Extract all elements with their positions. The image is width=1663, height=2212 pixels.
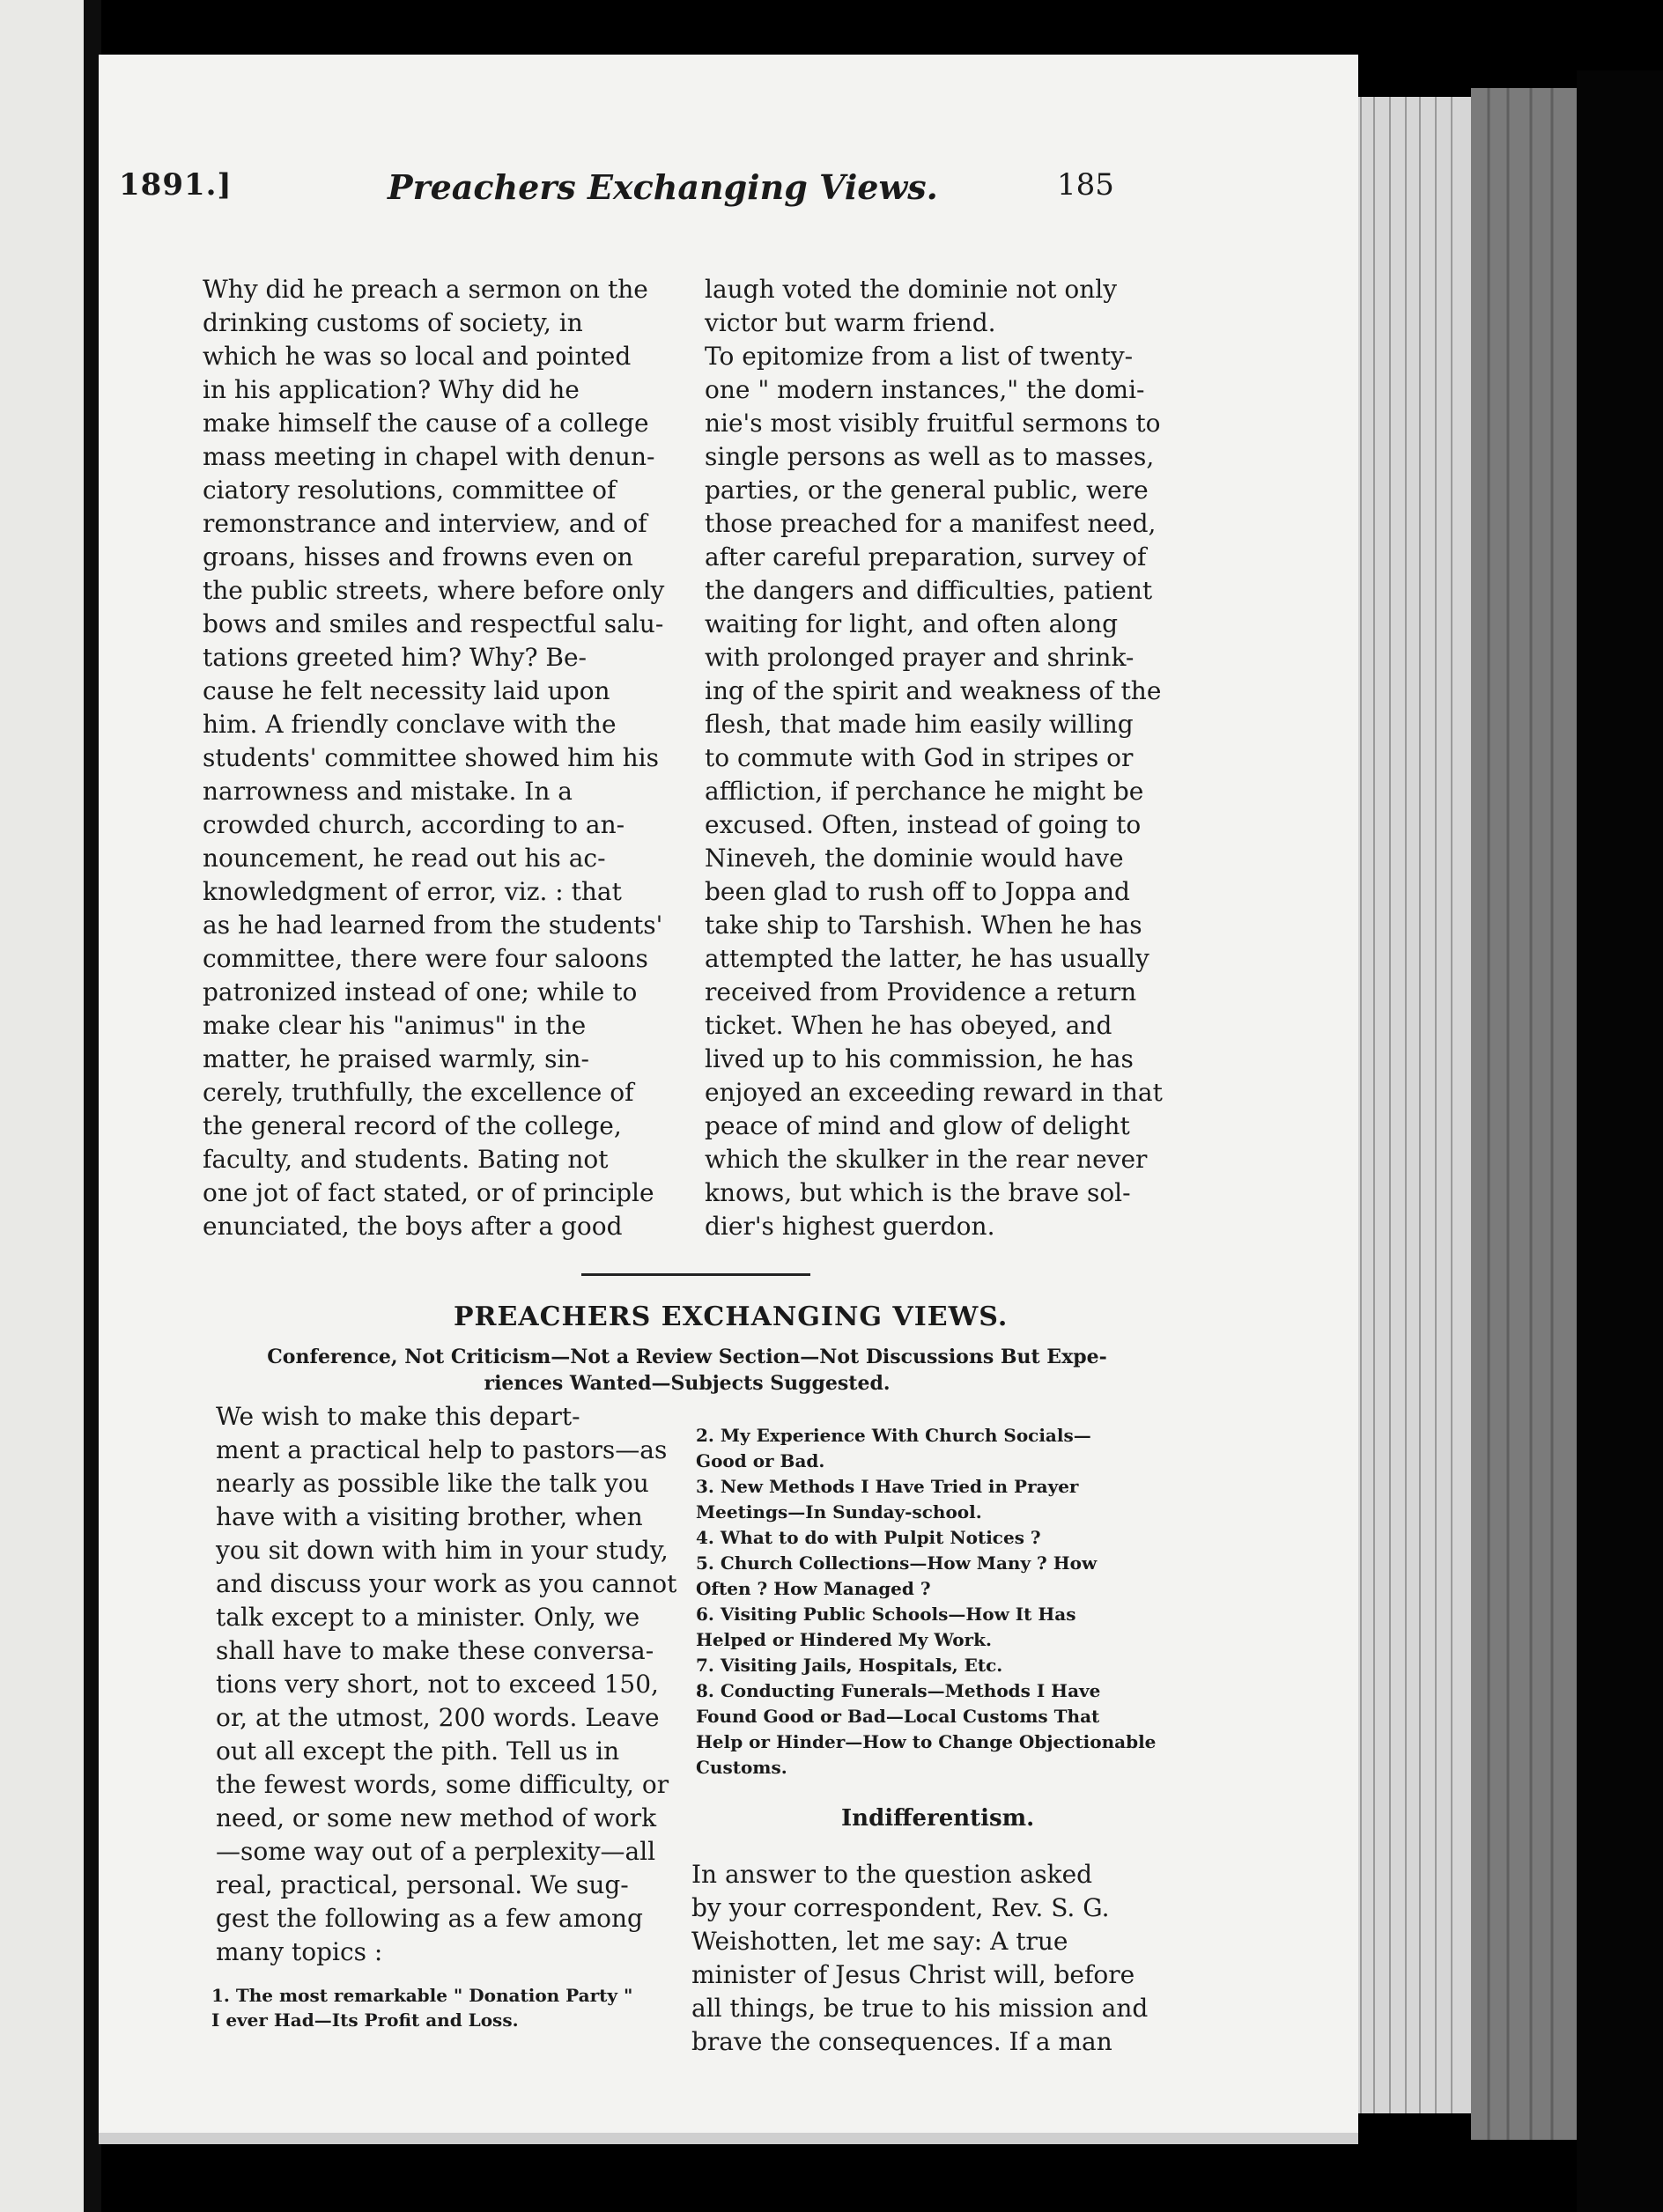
text-line: which he was so local and pointed bbox=[203, 342, 632, 371]
text-line: the public streets, where before only bbox=[203, 576, 665, 605]
text-line: one jot of fact stated, or of principle bbox=[203, 1178, 654, 1207]
text-line: remonstrance and interview, and of bbox=[203, 509, 647, 538]
text-line: dier's highest guerdon. bbox=[705, 1212, 995, 1241]
text-line: shall have to make these conversa- bbox=[216, 1636, 654, 1665]
page-number: 185 bbox=[1057, 167, 1114, 203]
text-line: peace of mind and glow of delight bbox=[705, 1111, 1130, 1140]
topic-line: Good or Bad. bbox=[696, 1450, 825, 1471]
topic-line: 3. New Methods I Have Tried in Prayer bbox=[696, 1476, 1079, 1497]
text-line: with prolonged prayer and shrink- bbox=[705, 643, 1135, 672]
text-line: have with a visiting brother, when bbox=[216, 1502, 643, 1531]
text-line: many topics : bbox=[216, 1937, 383, 1966]
text-line: the dangers and difficulties, patient bbox=[705, 576, 1153, 605]
text-line: to commute with God in stripes or bbox=[705, 743, 1134, 772]
topic-list-left bbox=[211, 1983, 687, 2032]
text-line: Nineveh, the dominie would have bbox=[705, 844, 1124, 873]
section-divider bbox=[581, 1273, 810, 1276]
text-line: been glad to rush off to Joppa and bbox=[705, 877, 1130, 906]
text-line: enjoyed an exceeding reward in that bbox=[705, 1078, 1163, 1107]
text-line: and discuss your work as you cannot bbox=[216, 1569, 677, 1598]
text-line: knowledgment of error, viz. : that bbox=[203, 877, 622, 906]
section-subtitle-line-1: Conference, Not Criticism—Not a Review Section—Not Discussions But Expe- bbox=[267, 1346, 1107, 1368]
text-line: students' committee showed him his bbox=[203, 743, 659, 772]
text-line: laugh voted the dominie not only bbox=[705, 275, 1118, 304]
text-line: nouncement, he read out his ac- bbox=[203, 844, 606, 873]
topic-line: Found Good or Bad—Local Customs That bbox=[696, 1706, 1100, 1727]
text-line: tations greeted him? Why? Be- bbox=[203, 643, 588, 672]
topic-list-right bbox=[696, 1423, 1189, 1781]
text-line: need, or some new method of work bbox=[216, 1803, 657, 1832]
text-line: To epitomize from a list of twenty- bbox=[705, 342, 1134, 371]
text-line: tions very short, not to exceed 150, bbox=[216, 1670, 659, 1699]
text-line: drinking customs of society, in bbox=[203, 308, 583, 337]
text-line: cause he felt necessity laid upon bbox=[203, 676, 610, 705]
text-line: faculty, and students. Bating not bbox=[203, 1145, 609, 1174]
text-line: in his application? Why did he bbox=[203, 375, 580, 404]
text-line: those preached for a manifest need, bbox=[705, 509, 1157, 538]
text-line: enunciated, the boys after a good bbox=[203, 1212, 623, 1241]
text-line: nie's most visibly fruitful sermons to bbox=[705, 409, 1161, 438]
text-line: ciatory resolutions, committee of bbox=[203, 476, 617, 505]
text-line: ment a practical help to pastors—as bbox=[216, 1435, 668, 1464]
text-line: gest the following as a few among bbox=[216, 1904, 643, 1933]
text-line: mass meeting in chapel with denun- bbox=[203, 442, 655, 471]
section-subtitle-line-2: riences Wanted—Subjects Suggested. bbox=[484, 1372, 891, 1395]
text-line: him. A friendly conclave with the bbox=[203, 710, 617, 739]
text-line: victor but warm friend. bbox=[705, 308, 996, 337]
text-line: as he had learned from the students' bbox=[203, 911, 663, 940]
text-line: lived up to his commission, he has bbox=[705, 1044, 1134, 1073]
section-title: PREACHERS EXCHANGING VIEWS. bbox=[454, 1301, 1009, 1332]
text-line: after careful preparation, survey of bbox=[705, 542, 1147, 571]
text-line: talk except to a minister. Only, we bbox=[216, 1603, 640, 1632]
running-head-title: Preachers Exchanging Views. bbox=[388, 167, 938, 207]
left-column-bottom bbox=[216, 1400, 677, 1969]
text-line: attempted the latter, he has usually bbox=[705, 944, 1149, 973]
text-line: real, practical, personal. We sug- bbox=[216, 1870, 629, 1899]
text-line: make himself the cause of a college bbox=[203, 409, 649, 438]
text-line: all things, be true to his mission and bbox=[691, 1994, 1149, 2023]
text-line: the general record of the college, bbox=[203, 1111, 622, 1140]
text-line: make clear his "animus" in the bbox=[203, 1011, 587, 1040]
text-line: the fewest words, some difficulty, or bbox=[216, 1770, 669, 1799]
left-column-top bbox=[203, 273, 678, 1243]
topic-line: I ever Had—Its Profit and Loss. bbox=[211, 2009, 519, 2031]
section-subtitle bbox=[176, 1344, 1198, 1397]
text-line: ticket. When he has obeyed, and bbox=[705, 1011, 1112, 1040]
text-line: We wish to make this depart- bbox=[216, 1402, 580, 1431]
topic-line: 4. What to do with Pulpit Notices ? bbox=[696, 1527, 1041, 1548]
text-line: matter, he praised warmly, sin- bbox=[203, 1044, 589, 1073]
text-line: or, at the utmost, 200 words. Leave bbox=[216, 1703, 660, 1732]
right-column-bottom bbox=[691, 1858, 1185, 2059]
text-line: flesh, that made him easily willing bbox=[705, 710, 1134, 739]
topic-line: Often ? How Managed ? bbox=[696, 1578, 931, 1599]
text-line: parties, or the general public, were bbox=[705, 476, 1149, 505]
text-line: one " modern instances," the domi- bbox=[705, 375, 1145, 404]
text-line: committee, there were four saloons bbox=[203, 944, 648, 973]
text-line: ing of the spirit and weakness of the bbox=[705, 676, 1162, 705]
running-head-year: 1891.] bbox=[119, 167, 233, 203]
text-line: Why did he preach a sermon on the bbox=[203, 275, 648, 304]
text-line: minister of Jesus Christ will, before bbox=[691, 1960, 1135, 1989]
text-line: crowded church, according to an- bbox=[203, 810, 625, 839]
subsection-title: Indifferentism. bbox=[841, 1805, 1035, 1832]
text-line: knows, but which is the brave sol- bbox=[705, 1178, 1131, 1207]
topic-line: 2. My Experience With Church Socials— bbox=[696, 1425, 1091, 1446]
text-line: —some way out of a perplexity—all bbox=[216, 1837, 656, 1866]
text-line: single persons as well as to masses, bbox=[705, 442, 1155, 471]
topic-line: Meetings—In Sunday-school. bbox=[696, 1501, 982, 1523]
text-line: bows and smiles and respectful salu- bbox=[203, 609, 664, 638]
topic-line: Customs. bbox=[696, 1757, 787, 1778]
text-line: which the skulker in the rear never bbox=[705, 1145, 1148, 1174]
text-line: narrowness and mistake. In a bbox=[203, 777, 573, 806]
topic-line: 8. Conducting Funerals—Methods I Have bbox=[696, 1680, 1101, 1701]
topic-line: 1. The most remarkable " Donation Party " bbox=[211, 1985, 633, 2006]
topic-line: 7. Visiting Jails, Hospitals, Etc. bbox=[696, 1655, 1003, 1676]
text-line: take ship to Tarshish. When he has bbox=[705, 911, 1142, 940]
text-line: brave the consequences. If a man bbox=[691, 2027, 1112, 2056]
text-line: cerely, truthfully, the excellence of bbox=[203, 1078, 634, 1107]
text-line: patronized instead of one; while to bbox=[203, 977, 638, 1006]
topic-line: 5. Church Collections—How Many ? How bbox=[696, 1552, 1098, 1574]
text-line: nearly as possible like the talk you bbox=[216, 1469, 649, 1498]
text-line: Weishotten, let me say: A true bbox=[691, 1927, 1068, 1956]
text-line: groans, hisses and frowns even on bbox=[203, 542, 633, 571]
text-line: waiting for light, and often along bbox=[705, 609, 1119, 638]
topic-line: Help or Hinder—How to Change Objectionable bbox=[696, 1731, 1157, 1752]
right-column-top bbox=[705, 273, 1198, 1243]
text-line: excused. Often, instead of going to bbox=[705, 810, 1142, 839]
topic-line: Helped or Hindered My Work. bbox=[696, 1629, 992, 1650]
topic-line: 6. Visiting Public Schools—How It Has bbox=[696, 1604, 1076, 1625]
text-line: you sit down with him in your study, bbox=[216, 1536, 669, 1565]
text-line: In answer to the question asked bbox=[691, 1860, 1093, 1889]
text-line: received from Providence a return bbox=[705, 977, 1137, 1006]
text-line: by your correspondent, Rev. S. G. bbox=[691, 1893, 1110, 1922]
text-line: affliction, if perchance he might be bbox=[705, 777, 1144, 806]
text-line: out all except the pith. Tell us in bbox=[216, 1736, 620, 1766]
